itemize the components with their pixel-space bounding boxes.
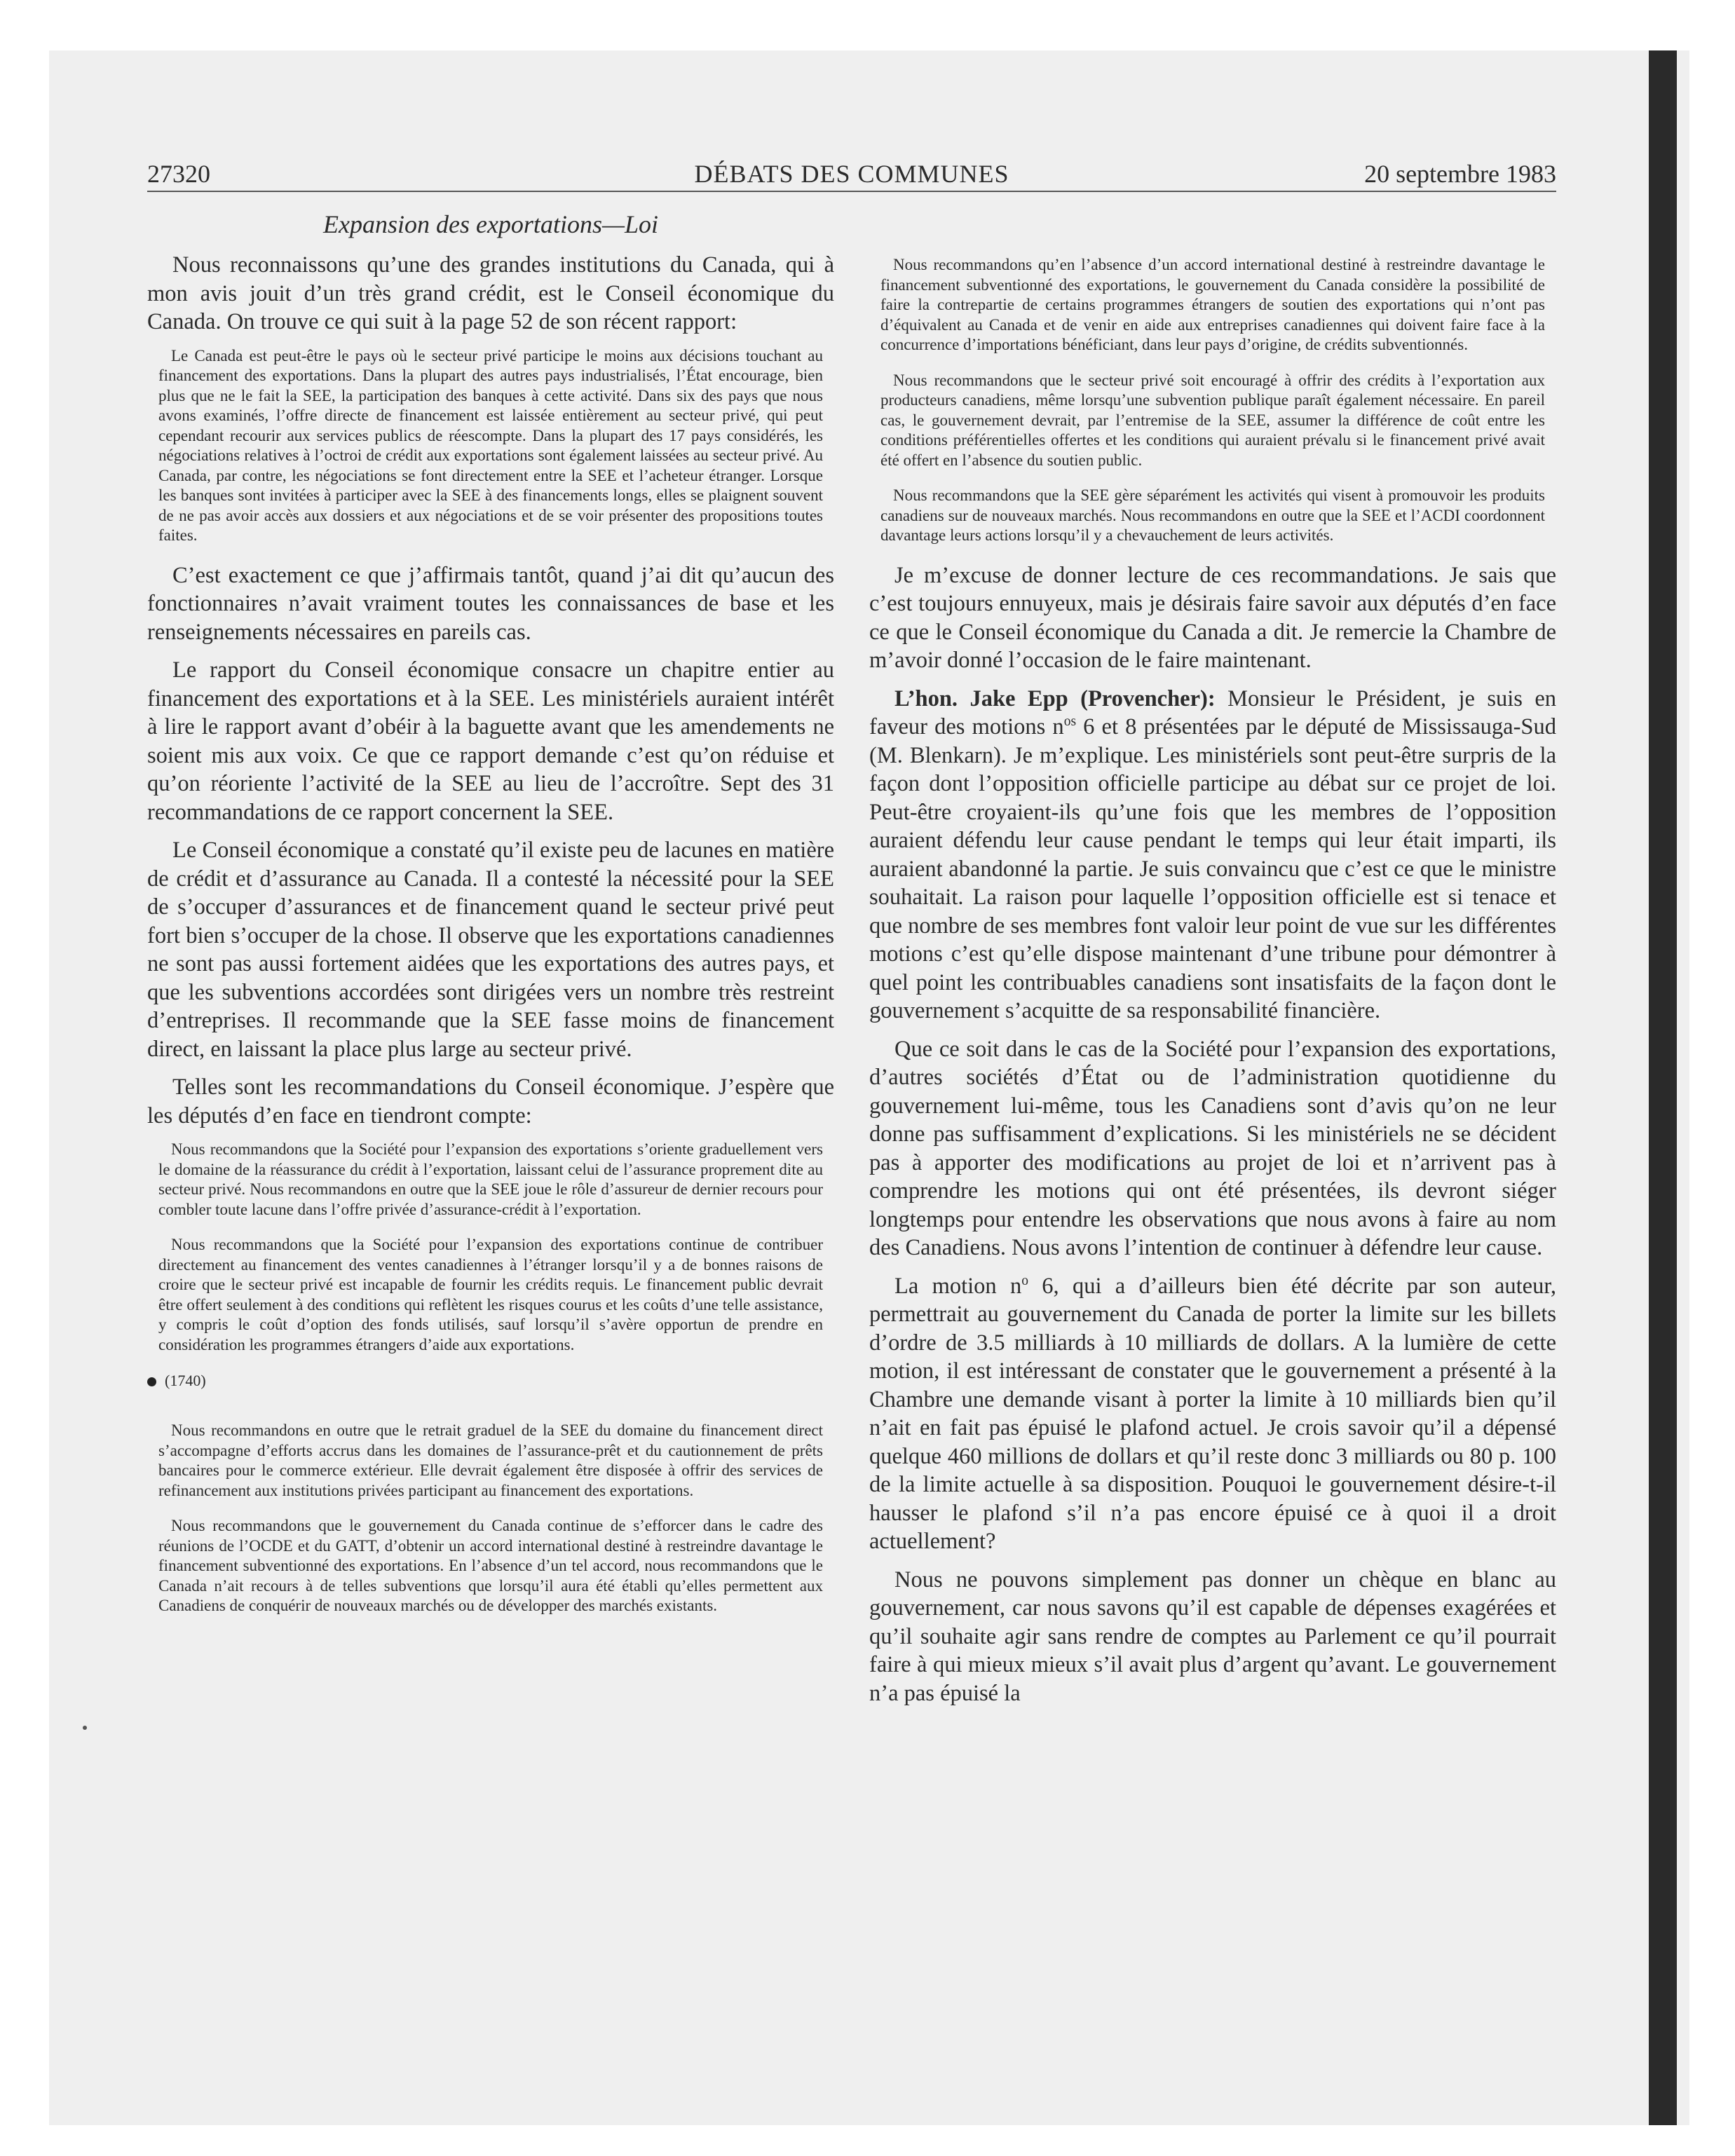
quoted-report-excerpt: Le Canada est peut-être le pays où le secteur privé participe le moins aux décisions touchant au financement des exportations. Dans la plupart des autres pays industrialisés, l’État encourage, bien plus que ne le fait la SEE, la participation des banques à cette activité. Dans six des pays que nous avons examinés, l’offre directe de financement est laissée entièrement au secteur privé, qui peut cependant recourir aux services publics de réescompte. Dans la plupart des 17 pays considérés, les négociations relatives à l’octroi de crédit aux exportations sont également laissées au secteur privé. Au Canada, par contre, les négociations se font directement entre la SEE et l’acheteur étranger. Lorsque les banques sont invitées à participer avec la SEE à des financements longs, elles se plaignent souvent de ne pas avoir accès aux dossiers et aux négociations et de se voir présenter des propositions toutes faites. (158, 346, 823, 544)
bullet-icon (147, 1377, 156, 1386)
time-marker-label: (1740) (165, 1372, 206, 1389)
speech-text: 6 et 8 présentées par le député de Mississauga-Sud (M. Blenkarn). Je m’explique. Les ministériels sont peut-être surpris de la façon dont l’opposition officielle participe au débat sur ce projet de loi. Peut-être croyaient-ils qu’une fois que les membres de l’opposition auraient défendu leur cause pendant le temps qui leur était imparti, ils auraient abandonné la partie. Je suis convaincu que c’est ce que le ministre souhaitait. La raison pour laquelle l’opposition officielle est si tenace et que nombre de ses membres font valoir leur point de vue sur les différentes motions c’est qu’elle dispose maintenant d’une tribune pour démontrer à quel point les contribuables canadiens sont insatisfaits de la façon dont le gouvernement s’acquitte de sa responsabilité financière. (869, 714, 1556, 1023)
speech-paragraph: C’est exactement ce que j’affirmais tantôt, quand j’ai dit qu’aucun des fonctionnaires n’avait vraiment toutes les connaissances de base et les renseignements nécessaires en pareils cas. (147, 562, 834, 645)
quoted-recommendation: Nous recommandons que la Société pour l’expansion des exportations s’oriente graduellement vers le domaine de la réassurance du crédit à l’exportation, laissant celui de l’assurance proprement dite au secteur privé. Nous recommandons en outre que la SEE joue le rôle d’assureur de dernier recours pour combler toute lacune dans l’offre privée d’assurance-crédit à l’exportation. (158, 1140, 823, 1218)
speech-paragraph: Le rapport du Conseil économique consacre un chapitre entier au financement des exportations et à la SEE. Les ministériels auraient intérêt à lire le rapport avant d’obéir à la baguette avant que les amendements ne soient mis aux voix. Ce que ce rapport demande c’est qu’on réduise et qu’on réoriente l’activité de la SEE au lieu de l’accroître. Sept des 31 recommandations de ce rapport concernent la SEE. (147, 657, 834, 825)
right-column (869, 255, 1556, 1717)
quoted-recommendation: Nous recommandons en outre que le retrait graduel de la SEE du domaine du financement direct s’accompagne d’efforts accrus dans les domaines de l’assurance-prêt et du cautionnement de prêts bancaires pour le commerce extérieur. Elle devrait également être disposée à offrir des services de refinancement aux institutions privées participant au financement des exportations. (158, 1421, 823, 1499)
speech-text: 6, qui a d’ailleurs bien été décrite par son auteur, permettrait au gouvernement du Canada de porter la limite sur les billets d’ordre de 3.5 milliards à 10 milliards de dollars. A la lumière de cette motion, il est intéressant de constater que le gouvernement a présenté à la Chambre une demande visant à porter la limite à 10 milliards bien qu’il n’ait en fait pas épuisé le plafond actuel. Je crois savoir qu’il a dépensé quelque 460 millions de dollars et qu’il reste donc 3 milliards ou 80 p. 100 de la limite actuelle à sa disposition. Pouquoi le gouvernement désire-t-il hausser le plafond s’il n’a pas encore épuisé ce à quoi il a droit actuellement? (869, 1273, 1556, 1554)
superscript: o (1021, 1273, 1028, 1288)
quoted-recommendation: Nous recommandons que la Société pour l’expansion des exportations continue de contribuer directement au financement des ventes canadiennes à l’étranger lorsqu’il y a de bonnes raisons de croire que le secteur privé est incapable de fournir les crédits requis. Le financement public devrait être offert seulement à des conditions qui reflètent les risques courus et les coûts d’une telle assistance, y compris le coût d’option des fonds utilisés, sauf lorsqu’il s’avère opportun de prendre en considération les programmes étrangers d’aide aux exportations. (158, 1236, 823, 1353)
speech-text: Monsieur le Président, je suis en faveur des motions n (869, 685, 1556, 739)
header-date: 20 septembre 1983 (1364, 160, 1556, 188)
time-marker (147, 1370, 834, 1391)
speech-paragraph-epp (869, 685, 1556, 1025)
quoted-recommendation: Nous recommandons que le secteur privé soit encouragé à offrir des crédits à l’exportation aux producteurs canadiens, même lorsqu’une subvention publique paraît également nécessaire. En pareil cas, le gouvernement devrait, par l’entremise de la SEE, assumer la différence de coût entre les conditions préférentielles offertes et les conditions qui auraient prévalu si le financement privé avait été offert en l’absence du soutien public. (880, 371, 1545, 469)
quoted-recommendation: Nous recommandons que la SEE gère séparément les activités qui visent à promouvoir les produits canadiens sur de nouveaux marchés. Nous recommandons en outre que la SEE et l’ACDI coordonnent davantage leurs actions lorsqu’il y a chevauchement de leurs activités. (880, 486, 1545, 544)
speech-paragraph: Je m’excuse de donner lecture de ces recommandations. Je sais que c’est toujours ennuyeux, mais je désirais faire savoir aux députés d’en face ce que le Conseil économique du Canada a dit. Je remercie la Chambre de m’avoir donné l’occasion de le faire maintenant. (869, 562, 1556, 673)
left-column (147, 207, 834, 1632)
speaker-name: L’hon. Jake Epp (Provencher): (894, 685, 1216, 711)
superscript: os (1063, 714, 1077, 730)
quoted-recommendation: Nous recommandons qu’en l’absence d’un accord international destiné à restreindre davantage le financement subventionné des exportations, le gouvernement du Canada considère la possibilité de faire la contrepartie de certains programmes étrangers de soutien des exportations qui n’ont pas d’équivalent au Canada et de venir en aide aux entreprises canadiennes qui doivent faire face à la concurrence d’importations bénéficiant, dans leur pays d’origine, de crédits subventionnés. (880, 256, 1545, 353)
speech-paragraph: Nous ne pouvons simplement pas donner un chèque en blanc au gouvernement, car nous savons qu’il est capable de dépenses exagérées et qu’il souhaite agir sans rendre de comptes au Parlement ce qu’il pourrait faire à qui mieux mieux s’il avait plus d’argent qu’avant. Le gouvernement n’a pas épuisé la (869, 1567, 1556, 1706)
speech-paragraph: Que ce soit dans le cas de la Société pour l’expansion des exportations, d’autres sociétés d’État ou de l’administration quotidienne du gouvernement lui-même, tous les Canadiens sont d’avis qu’on ne leur donne pas suffisamment d’explications. Si les ministériels ne se décident pas à apporter des modifications au projet de loi et n’arrivent pas à comprendre les motions qui ont été présentées, ils devront siéger longtemps pour entendre les observations que nous avons à faire au nom des Canadiens. Nous avons l’intention de continuer à défendre leur cause. (869, 1036, 1556, 1260)
page-number: 27320 (147, 160, 210, 188)
speech-paragraph: Nous reconnaissons qu’une des grandes institutions du Canada, qui à mon avis jouit d’un très grand crédit, est le Conseil économique du Canada. On trouve ce qui suit à la page 52 de son récent rapport: (147, 252, 834, 334)
section-title: Expansion des exportations—Loi (323, 210, 658, 238)
speech-paragraph: Telles sont les recommandations du Conseil économique. J’espère que les députés d’en face en tiendront compte: (147, 1074, 834, 1128)
speech-paragraph: Le Conseil économique a constaté qu’il existe peu de lacunes en matière de crédit et d’assurance au Canada. Il a contesté la nécessité pour la SEE de s’occuper d’assurances et de financement quand le secteur privé peut fort bien s’occuper de la chose. Il observe que les exportations canadiennes ne sont pas aussi fortement aidées que les exportations des autres pays, et que les subventions accordées sont dirigées vers un nombre très restreint d’entreprises. Il recommande que la SEE fasse moins de financement direct, en laissant la place plus large au secteur privé. (147, 838, 834, 1062)
quoted-recommendation: Nous recommandons que le gouvernement du Canada continue de s’efforcer dans le cadre des réunions de l’OCDE et du GATT, d’obtenir un accord international destiné à restreindre davantage le financement subventionné des exportations. En l’absence d’un tel accord, nous recommandons que le Canada n’ait recours à de telles subventions que lorsqu’il aura été établi qu’elles permettent aux Canadiens de conquérir de nouveaux marchés ou de développer des marchés existants. (158, 1517, 823, 1614)
running-header (147, 157, 1556, 192)
speech-paragraph (869, 1272, 1556, 1556)
speech-text: La motion n (894, 1273, 1022, 1299)
publication-title: DÉBATS DES COMMUNES (694, 160, 1009, 188)
